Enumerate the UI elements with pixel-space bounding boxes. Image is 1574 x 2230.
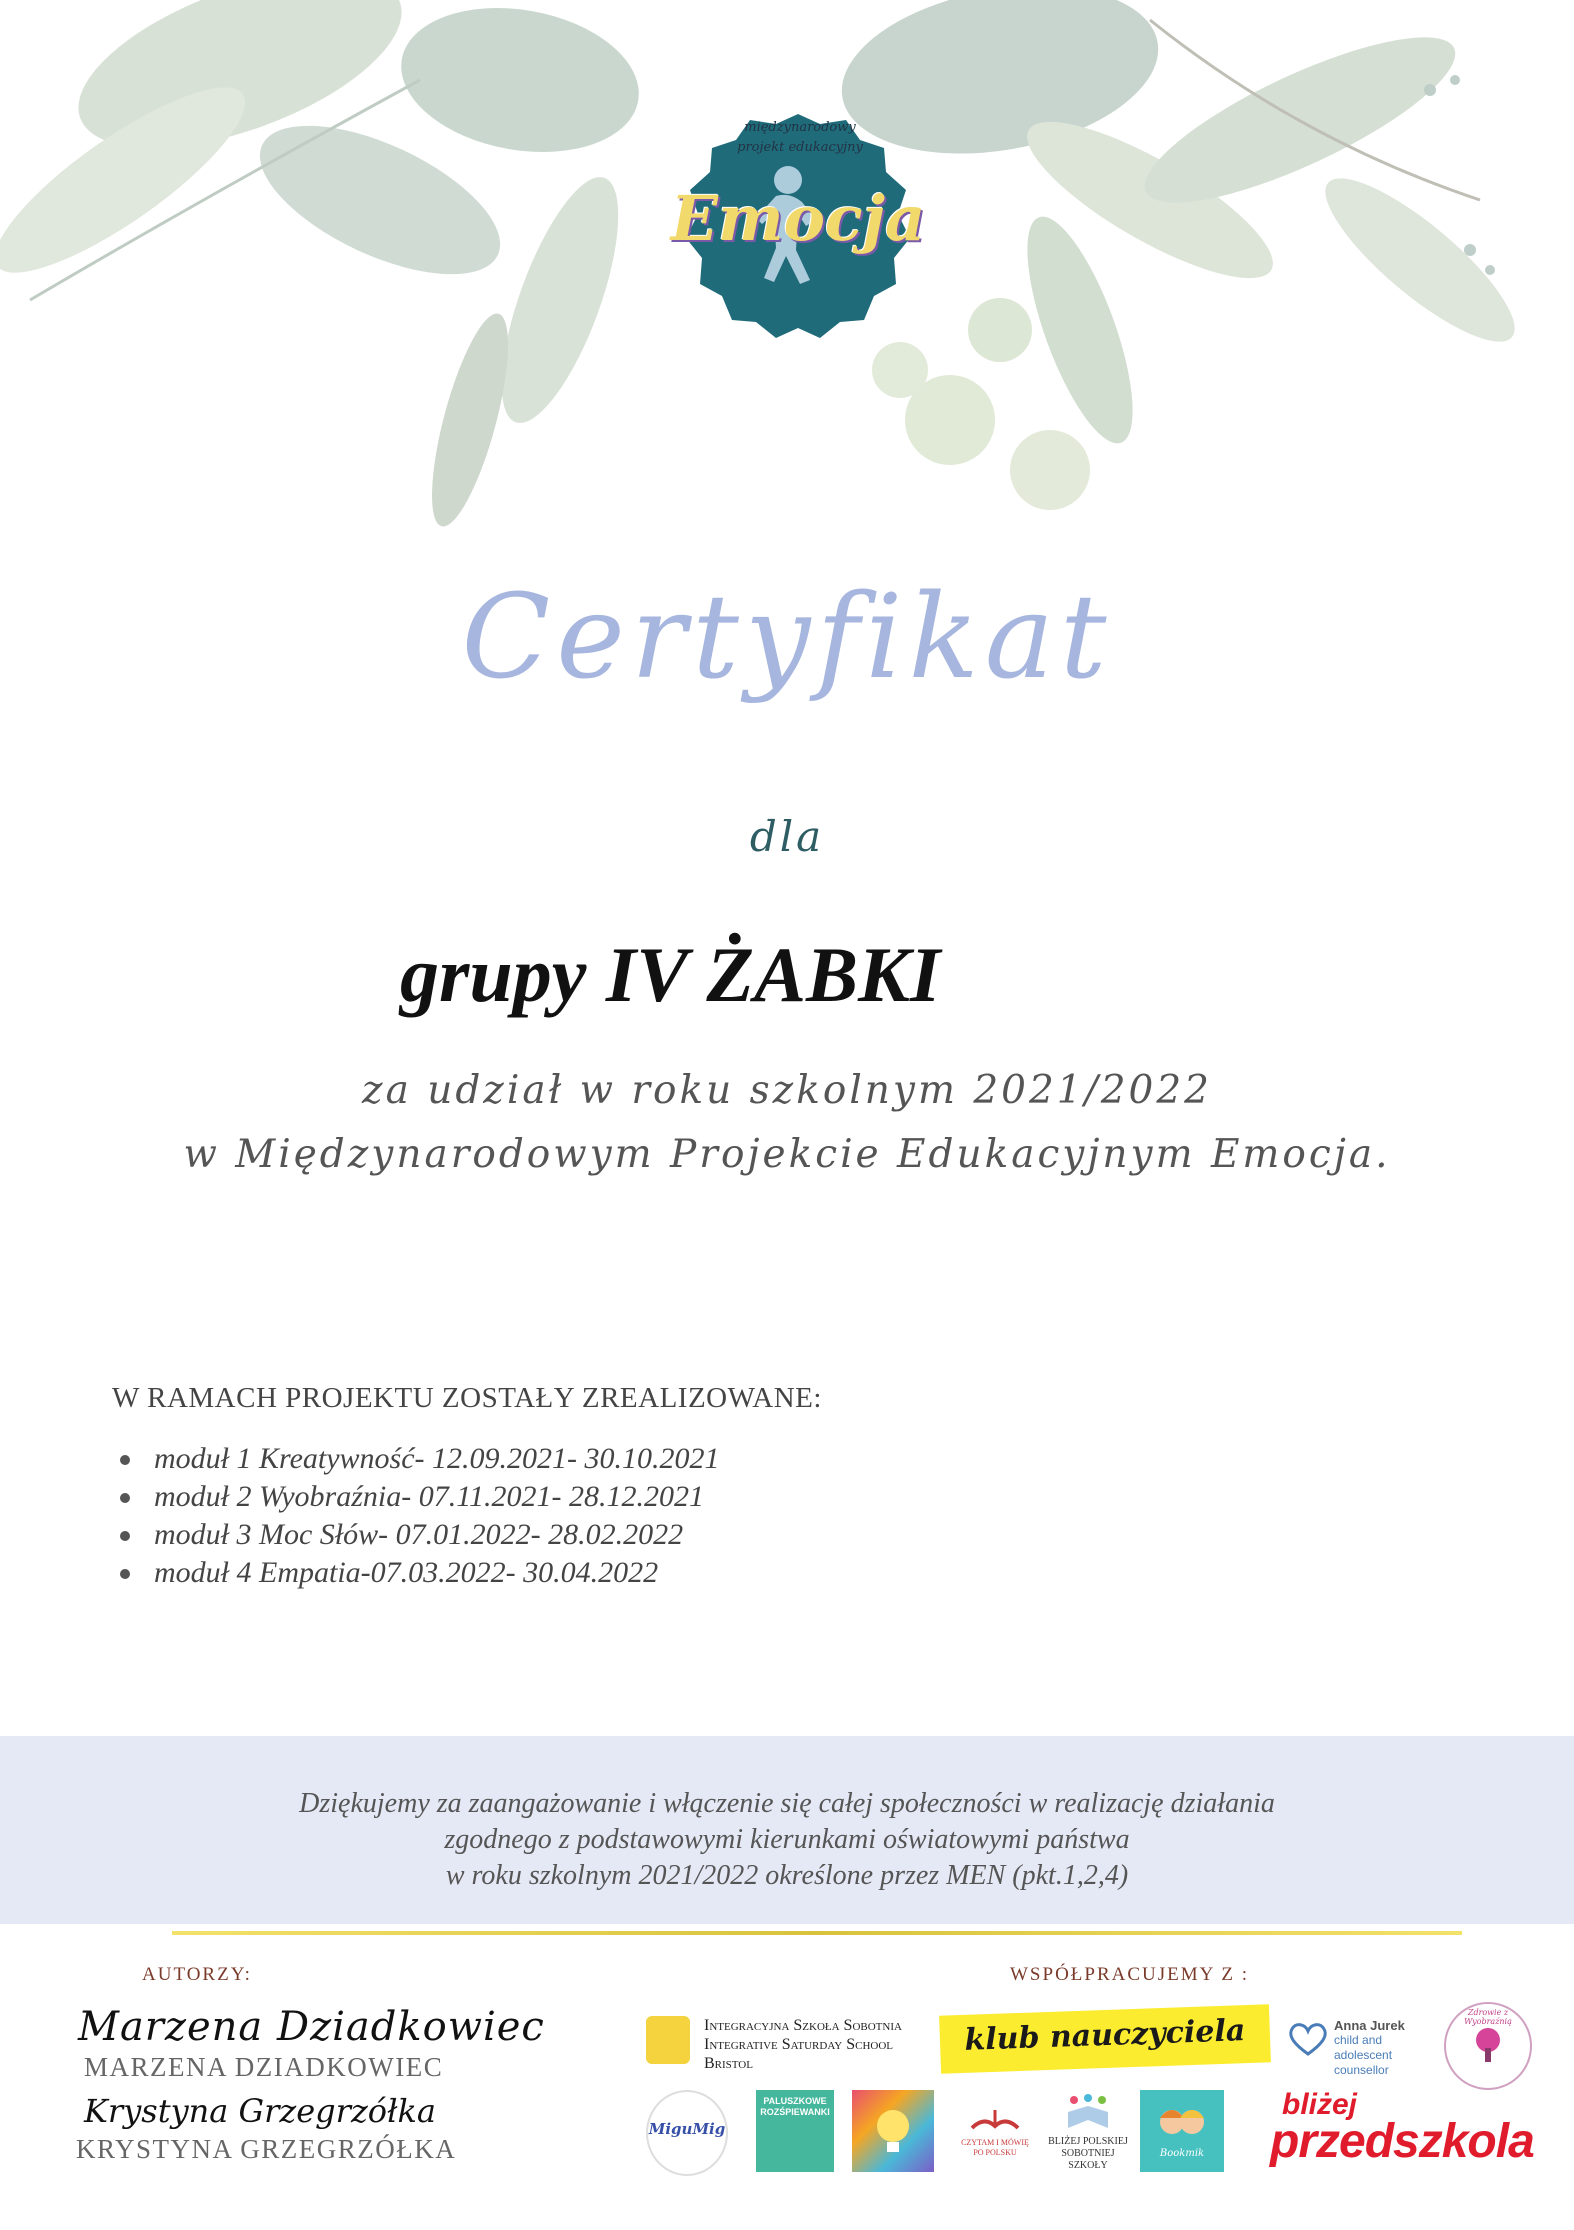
thanks-line-3: w roku szkolnym 2021/2022 określone przez MEN (pkt.1,2,4) [445,1860,1129,1891]
list-item: moduł 2 Wyobraźnia- 07.11.2021- 28.12.2021 [112,1478,720,1516]
divider [172,1931,1462,1935]
kids-faces-icon [1158,2100,1206,2144]
partners-label: WSPÓŁPRACUJEMY Z : [1010,1964,1250,1985]
participation-line-2: w Międzynarodowym Projekcie Edukacyjnym Emocja. [183,1132,1391,1177]
certificate-title: Certyfikat [461,570,1113,705]
partner-logo-blizej-polskiej-szkoly: BLIŻEJ POLSKIEJ SOBOTNIEJ SZKOŁY [1048,2090,1128,2172]
puzzle-icon [646,2016,690,2064]
partner-iss-text: Integracyjna Szkoła Sobotnia Integrative Saturday School Bristol [704,2017,902,2072]
book-icon [970,2102,1020,2132]
partner-logo-anna-jurek: Anna Jurek child and adolescent counsellor [1288,2014,1438,2070]
partner-logo-iss [646,2010,936,2070]
tree-icon [1468,2026,1508,2066]
list-item: moduł 1 Kreatywność- 12.09.2021- 30.10.2021 [112,1440,720,1478]
author-name-2: KRYSTYNA GRZEGRZÓŁKA [76,2134,457,2164]
signature-1: Marzena Dziadkowiec [78,2004,545,2050]
partner-logo-bookmik: Bookmik [1140,2090,1224,2172]
author-name-1: MARZENA DZIADKOWIEC [84,2052,444,2082]
open-book-icon [1064,2094,1112,2132]
modules-heading: W RAMACH PROJEKTU ZOSTAŁY ZREALIZOWANE: [112,1382,822,1414]
for-label: dla [749,812,825,861]
partner-logo-paluszkowe: PALUSZKOWE ROZŚPIEWANKI [756,2090,834,2172]
partner-logo-zdrowie: Zdrowie z Wyobraźnią [1444,2002,1532,2090]
thanks-text [0,1786,1574,1894]
signature-2: Krystyna Grzegrzółka [84,2092,436,2130]
partner-logo-klub-nauczyciela: klub nauczyciela [939,2004,1271,2073]
participation-line-1: za udział w roku szkolnym 2021/2022 [362,1068,1212,1113]
modules-list [112,1440,720,1592]
authors-label: AUTORZY: [142,1964,252,1985]
list-item: moduł 4 Empatia-07.03.2022- 30.04.2022 [112,1554,720,1592]
lightbulb-icon [868,2104,918,2158]
thanks-line-1: Dziękujemy za zaangażowanie i włączenie się całej społeczności w realizację działania [299,1788,1275,1819]
recipient-name: grupy IV ŻABKI [400,931,941,1018]
partner-logo-czytam-i-mowie: CZYTAM I MÓWIĘ PO POLSKU [956,2090,1034,2172]
partner-logo-lightbulb-head [852,2090,934,2172]
logo-wordmark: Emocja [670,182,926,255]
partner-logo-migumig: MiguMig [646,2090,728,2176]
heart-icon [1288,2022,1328,2056]
logo-subtitle: międzynarodowy projekt edukacyjny [737,120,863,155]
thanks-line-2: zgodnego z podstawowymi kierunkami oświatowymi państwa [444,1824,1130,1855]
list-item: moduł 3 Moc Słów- 07.01.2022- 28.02.2022 [112,1516,720,1554]
